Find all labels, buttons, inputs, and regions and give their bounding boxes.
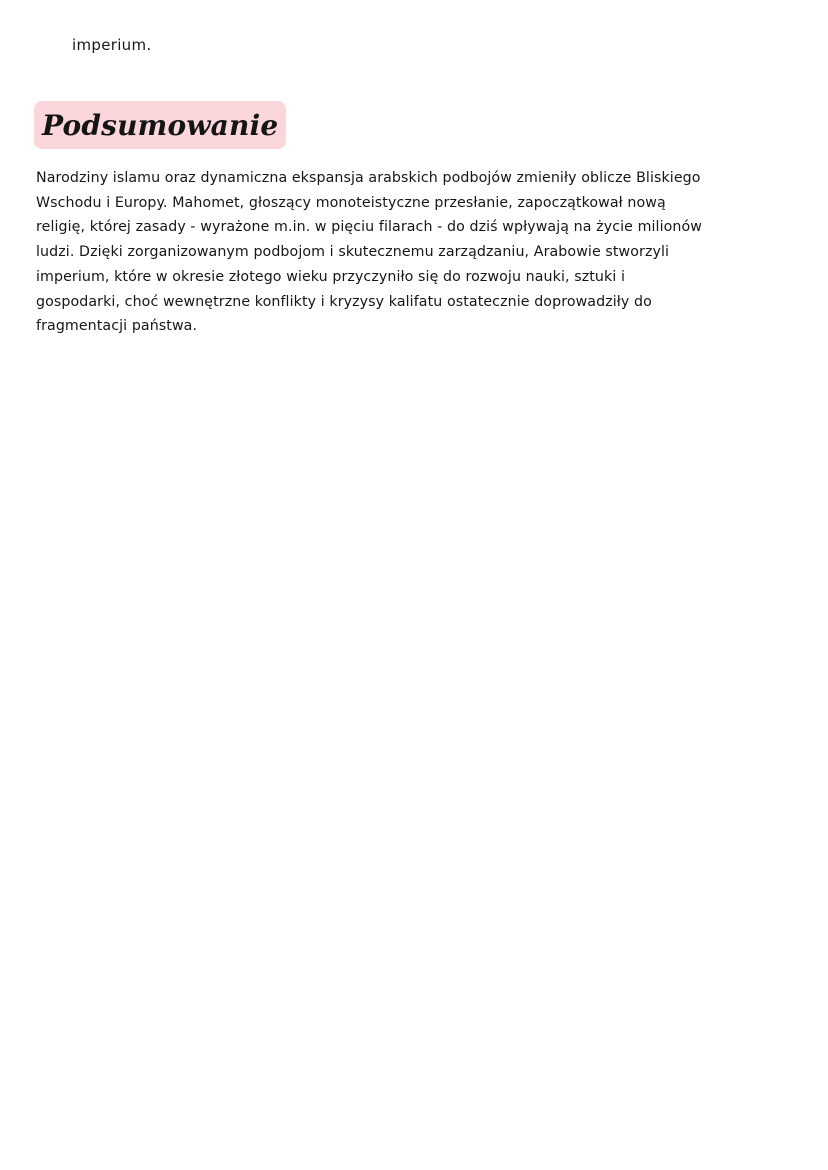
paragraph-line: Wschodu i Europy. Mahomet, głoszący monoteistyczne przesłanie, zapoczątkował nową <box>36 194 666 211</box>
paragraph-line: imperium, które w okresie złotego wieku przyczyniło się do rozwoju nauki, sztuki i <box>36 268 626 285</box>
paragraph-line: Narodziny islamu oraz dynamiczna ekspansja arabskich podbojów zmieniły oblicze Bliskiego <box>36 170 701 186</box>
section-title: Podsumowanie <box>42 108 279 142</box>
paragraph-line: gospodarki, choć wewnętrzne konflikty i kryzysy kalifatu ostatecznie doprowadziły do <box>36 293 652 310</box>
section-heading-highlight <box>34 101 286 149</box>
carryover-text: imperium. <box>72 36 152 54</box>
paragraph-line: religię, której zasady - wyrażone m.in. w pięciu filarach - do dziś wpływają na życie milionów <box>36 219 702 236</box>
paragraph-line: ludzi. Dzięki zorganizowanym podbojom i skutecznemu zarządzaniu, Arabowie stworzyli <box>36 244 670 261</box>
summary-paragraph <box>36 166 788 339</box>
paragraph-line: fragmentacji państwa. <box>36 318 198 335</box>
